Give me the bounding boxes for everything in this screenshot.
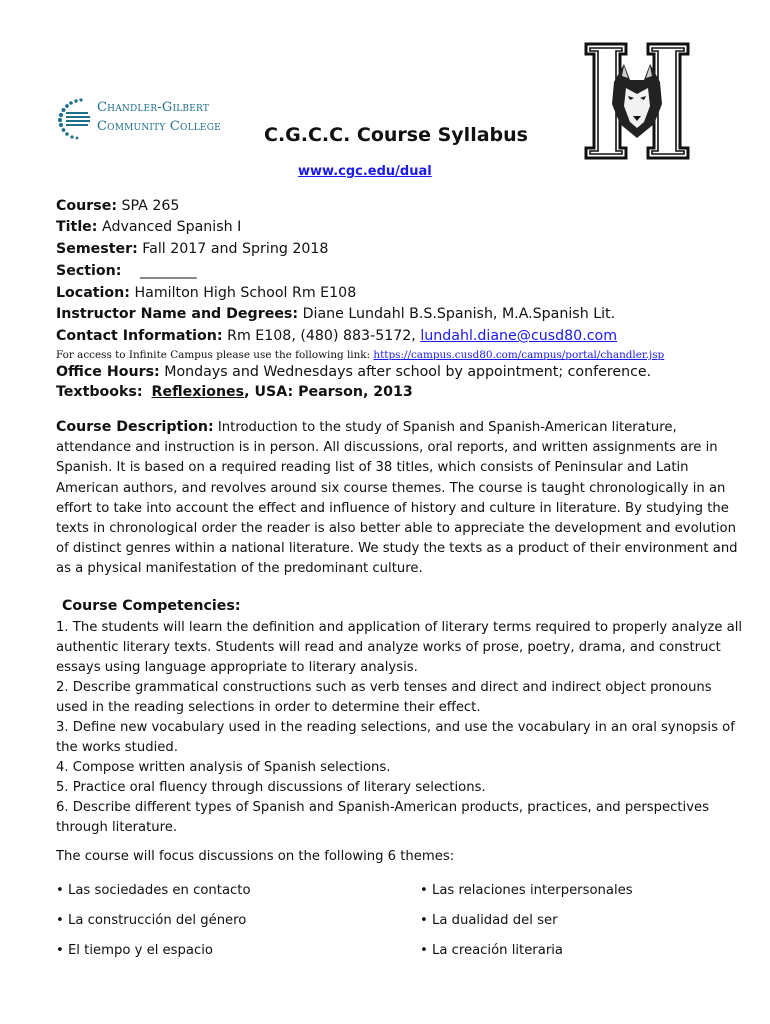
location-line	[56, 285, 356, 301]
college-name-line2: Community College	[97, 119, 221, 134]
instructor-value: Diane Lundahl B.S.Spanish, M.A.Spanish Lit.	[302, 306, 616, 322]
title-line	[56, 219, 241, 235]
dual-enrollment-link[interactable]: www.cgc.edu/dual	[298, 164, 432, 179]
competency-item: 5. Practice oral fluency through discussions of literary selections.	[56, 780, 486, 795]
section-value: ________	[139, 263, 197, 279]
location-value: Hamilton High School Rm E108	[134, 285, 357, 301]
theme-item: • Las sociedades en contacto	[56, 883, 251, 898]
cgcc-logo	[55, 96, 255, 142]
semester-line	[56, 241, 328, 257]
semester-label: Semester:	[56, 241, 138, 257]
husky-h-logo-icon	[584, 42, 690, 160]
theme-item: • La creación literaria	[420, 943, 563, 958]
course-description	[56, 417, 746, 580]
contact-label: Contact Information:	[56, 328, 223, 344]
contact-email-link[interactable]: lundahl.diane@cusd80.com	[420, 328, 618, 344]
theme-item: • Las relaciones interpersonales	[420, 883, 633, 898]
cgcc-logo-icon	[55, 96, 95, 140]
title-value: Advanced Spanish I	[102, 219, 242, 235]
section-label: Section:	[56, 263, 122, 279]
page-title: C.G.C.C. Course Syllabus	[264, 124, 528, 146]
textbooks-label: Textbooks:	[56, 384, 143, 400]
course-label: Course:	[56, 198, 117, 214]
theme-item: • La dualidad del ser	[420, 913, 558, 928]
section-line	[56, 263, 197, 279]
office-hours-label: Office Hours:	[56, 364, 160, 380]
campus-note-line	[56, 349, 664, 361]
competencies-heading: Course Competencies:	[62, 598, 241, 614]
competencies-list	[56, 618, 746, 838]
campus-note: For access to Infinite Campus please use the following link:	[56, 349, 371, 361]
course-line	[56, 198, 179, 214]
semester-value: Fall 2017 and Spring 2018	[142, 241, 329, 257]
textbooks-line	[56, 384, 413, 400]
textbook-publisher: , USA: Pearson, 2013	[244, 384, 413, 400]
course-description-text: Introduction to the study of Spanish and Spanish-American literature, attendance and instruction is in person. All discussions, oral reports, and written assignments are in Spanish. It is based on a required reading list of 38 titles, which consists of Peninsular and Latin American authors, and revolves around six course themes. The course is taught chronologically in an effort to take into account the effect and influence of history and culture in literature. By studying the texts in chronological order the reader is also better able to appreciate the development and evolution of distinct genres within a national literature. We study the texts as a product of their environment and as a physical manifestation of the predominant culture.	[56, 420, 738, 577]
competency-item: 2. Describe grammatical constructions such as verb tenses and direct and indirect object pronouns used in the reading selections in order to determine their effect.	[56, 680, 712, 715]
competency-item: 3. Define new vocabulary used in the reading selections, and use the vocabulary in an oral synopsis of the works studied.	[56, 720, 735, 755]
campus-portal-link[interactable]: https://campus.cusd80.com/campus/portal/chandler.jsp	[373, 349, 665, 361]
competency-item: 1. The students will learn the definition and application of literary terms required to properly analyze all authentic literary texts. Students will read and analyze works of prose, poetry, drama, and construct essays using language appropriate to literary analysis.	[56, 620, 743, 675]
textbook-title: Reflexiones	[151, 384, 245, 400]
location-label: Location:	[56, 285, 130, 301]
themes-intro: The course will focus discussions on the following 6 themes:	[56, 849, 455, 864]
competency-item: 4. Compose written analysis of Spanish selections.	[56, 760, 391, 775]
college-name-line1: Chandler-Gilbert	[97, 100, 210, 115]
title-label: Title:	[56, 219, 98, 235]
office-hours-value: Mondays and Wednesdays after school by appointment; conference.	[164, 364, 652, 380]
contact-line	[56, 328, 617, 344]
contact-value: Rm E108, (480) 883-5172,	[227, 328, 416, 344]
theme-item: • La construcción del género	[56, 913, 247, 928]
instructor-label: Instructor Name and Degrees:	[56, 306, 299, 322]
course-description-label: Course Description:	[56, 419, 214, 435]
office-hours-line	[56, 364, 651, 380]
course-value: SPA 265	[121, 198, 180, 214]
theme-item: • El tiempo y el espacio	[56, 943, 213, 958]
competency-item: 6. Describe different types of Spanish and Spanish-American products, practices, and perspectives through literature.	[56, 800, 709, 835]
instructor-line	[56, 306, 615, 322]
